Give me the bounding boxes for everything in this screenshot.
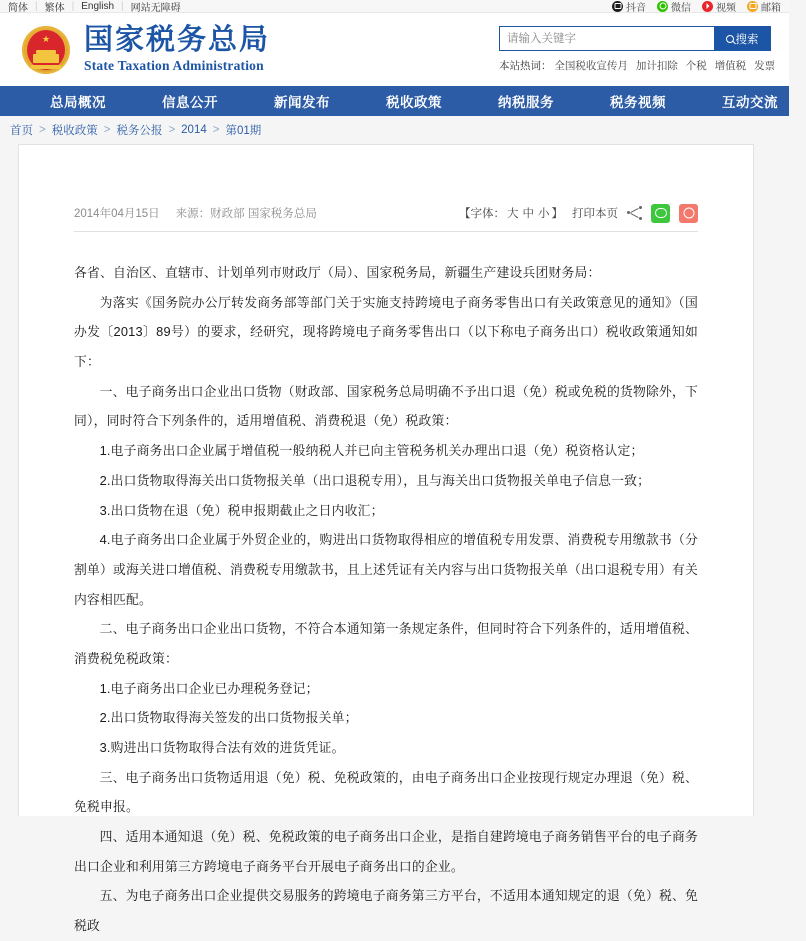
- main-navigation: [0, 86, 789, 116]
- meta-divider: [74, 231, 698, 232]
- font-size-medium[interactable]: 中: [522, 208, 534, 220]
- breadcrumb-item-tax-policy[interactable]: 税收政策: [51, 125, 98, 137]
- search-button-label: 搜索: [735, 33, 759, 46]
- article-body: [74, 258, 698, 941]
- nav-item-video[interactable]: 税务视频: [610, 95, 666, 110]
- brand-name-cn: 国家税务总局: [84, 24, 271, 57]
- article-toolbar: [459, 204, 698, 223]
- nav-item-news[interactable]: 新闻发布: [274, 95, 330, 110]
- article-paragraph: 五、为电子商务出口企业提供交易服务的跨境电子商务第三方平台，不适用本通知规定的退（免）税、免税政: [74, 888, 698, 934]
- social-wechat[interactable]: [657, 0, 691, 14]
- breadcrumb-item-issue: 第01期: [225, 125, 262, 137]
- share-icon[interactable]: [627, 206, 642, 221]
- article-paragraph: 2.出口货物取得海关出口货物报关单（出口退税专用），且与海关出口货物报关单电子信息一致；: [99, 472, 651, 488]
- hot-word-1[interactable]: 加计扣除: [635, 60, 678, 72]
- site-masthead: [0, 13, 789, 86]
- article-paragraph: 4.电子商务出口企业属于外贸企业的，购进出口货物取得相应的增值税专用发票、消费税专用缴款书（分割单）或海关进口增值税、消费税专用缴款书，且上述凭证有关内容与出口货物报关单（出口退税专用）有关内容相匹配。: [74, 532, 698, 607]
- article-paragraph: 3.购进出口货物取得合法有效的进货凭证。: [99, 740, 345, 755]
- article-paragraph: 2.出口货物取得海关签发的出口货物报关单；: [99, 710, 358, 726]
- hot-word-0[interactable]: 全国税收宣传月: [554, 60, 628, 72]
- article-paragraph: 3.出口货物在退（免）税申报期截止之日内收汇；: [99, 502, 384, 518]
- article-paragraph: 三、电子商务出口货物适用退（免）税、免税政策的，由电子商务出口企业按现行规定办理退（免）税、免税申报。: [74, 769, 698, 815]
- hot-word-2[interactable]: 个税: [685, 60, 707, 72]
- article-date: 2014年04月15日: [74, 208, 160, 220]
- social-label: 抖音: [626, 2, 646, 14]
- article-paragraph: 一、电子商务出口企业出口货物（财政部、国家税务总局明确不予出口退（免）税或免税的货物除外，下同），同时符合下列条件的，适用增值税、消费税退（免）税政策：: [74, 383, 698, 429]
- weibo-share-icon[interactable]: [679, 204, 698, 223]
- site-logo[interactable]: [22, 25, 270, 73]
- mail-icon: [747, 1, 758, 12]
- top-utility-bar: [0, 0, 789, 13]
- separator: |: [35, 0, 38, 12]
- social-label: 视频: [716, 2, 736, 14]
- separator: |: [121, 0, 124, 12]
- social-douyin[interactable]: [612, 0, 646, 14]
- lang-link-english[interactable]: English: [81, 0, 115, 12]
- font-size-label-end: 】: [551, 208, 563, 220]
- wechat-share-icon[interactable]: [651, 204, 670, 223]
- social-label: 微信: [671, 2, 691, 14]
- social-mail[interactable]: [747, 0, 781, 14]
- search-block: [499, 26, 776, 73]
- article-source: 来源：财政部 国家税务总局: [175, 208, 317, 220]
- breadcrumb-separator: >: [103, 124, 111, 136]
- search-bar: [499, 26, 771, 51]
- nav-item-interaction[interactable]: 互动交流: [722, 95, 778, 110]
- font-size-large[interactable]: 大: [507, 208, 519, 220]
- brand-name-en: State Taxation Administration: [84, 57, 264, 73]
- article-meta: [74, 205, 317, 221]
- article-card: [18, 144, 754, 934]
- article-paragraph: 1.电子商务出口企业已办理税务登记；: [99, 680, 319, 696]
- video-icon: [702, 1, 713, 12]
- wechat-icon: [657, 1, 668, 12]
- social-video[interactable]: [702, 0, 736, 14]
- breadcrumb-separator: >: [168, 124, 176, 136]
- hot-word-3[interactable]: 增值税: [714, 60, 747, 72]
- breadcrumb-item-year[interactable]: 2014: [181, 124, 207, 136]
- breadcrumb-separator: >: [39, 124, 46, 136]
- social-links: [612, 0, 781, 14]
- language-links: [8, 0, 181, 14]
- social-label: 邮箱: [761, 2, 781, 14]
- nav-item-tax-policy[interactable]: 税收政策: [386, 95, 442, 110]
- font-size-small[interactable]: 小: [538, 208, 550, 220]
- nav-item-services[interactable]: 纳税服务: [498, 95, 554, 110]
- article-meta-row: [74, 145, 698, 231]
- national-emblem-icon: ★: [22, 26, 70, 74]
- nav-item-overview[interactable]: 总局概况: [50, 95, 106, 110]
- lang-link-traditional[interactable]: 繁体: [44, 2, 65, 14]
- accessibility-link[interactable]: 网站无障碍: [130, 2, 181, 14]
- breadcrumb-separator: >: [212, 124, 220, 136]
- breadcrumb-item-gazette[interactable]: 税务公报: [116, 125, 163, 137]
- article-paragraph: 四、适用本通知退（免）税、免税政策的电子商务出口企业，是指自建跨境电子商务销售平台的电子商务出口企业和利用第三方跨境电子商务平台开展电子商务出口的企业。: [74, 829, 698, 874]
- article-paragraph: 为落实《国务院办公厅转发商务部等部门关于实施支持跨境电子商务零售出口有关政策意见的通知》（国办发〔2013〕89号）的要求，经研究，现将跨境电子商务零售出口（以下称电子商务出口）税收政策通知如下：: [74, 294, 698, 370]
- hot-word-4[interactable]: 发票: [754, 60, 776, 72]
- brand-text: [84, 25, 270, 73]
- search-icon: [726, 35, 734, 43]
- search-button[interactable]: [714, 27, 770, 50]
- lang-link-simplified[interactable]: 简体: [8, 2, 28, 14]
- douyin-icon: [612, 1, 623, 12]
- breadcrumb-item-home[interactable]: 首页: [10, 125, 33, 137]
- font-size-label: 【字体：: [459, 208, 505, 220]
- print-button[interactable]: 打印本页: [572, 208, 618, 220]
- article-paragraph: 二、电子商务出口企业出口货物，不符合本通知第一条规定条件，但同时符合下列条件的，适用增值税、消费税免税政策：: [74, 621, 698, 666]
- article-paragraph: 各省、自治区、直辖市、计划单列市财政厅（局）、国家税务局，新疆生产建设兵团财务局：: [74, 265, 601, 280]
- breadcrumb: [0, 116, 789, 144]
- hot-words: [499, 58, 776, 73]
- hot-words-label: 本站热词：: [499, 60, 552, 72]
- search-input[interactable]: [500, 27, 714, 50]
- font-size-控件: [459, 205, 563, 221]
- article-paragraph: 1.电子商务出口企业属于增值税一般纳税人并已向主管税务机关办理出口退（免）税资格认定；: [99, 443, 644, 459]
- nav-item-disclosure[interactable]: 信息公开: [162, 95, 218, 110]
- separator: |: [71, 0, 75, 12]
